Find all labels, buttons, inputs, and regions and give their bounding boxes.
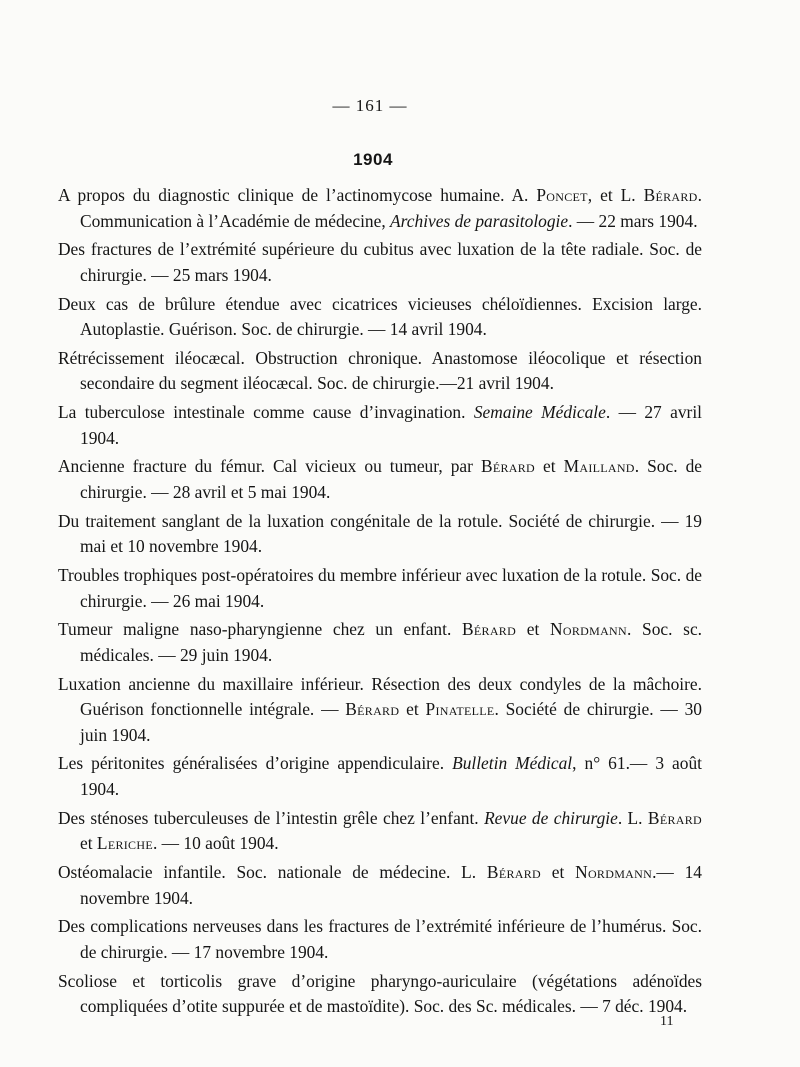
bibliography-entry xyxy=(58,454,702,505)
entry-text: et xyxy=(516,619,551,640)
bibliography-entry xyxy=(58,346,702,397)
entry-text: Deux cas de brûlure étendue avec cicatrices vicieuses chéloïdiennes. Excision large. Autoplastie. Guérison. Soc. de chirurgie. — 14 avril 1904. xyxy=(58,293,702,340)
journal-title: Semaine Médicale xyxy=(473,402,606,423)
author-name: Bérard xyxy=(480,456,536,477)
journal-title: Revue de chirurgie xyxy=(484,807,618,828)
entry-text: . — 27 avril 1904. xyxy=(80,402,702,448)
entry-text: Luxation ancienne du maxillaire inférieur. Résection des deux condyles de la mâchoire. Guérison fonctionnelle intégrale. — xyxy=(58,673,702,720)
entry-text: . L. xyxy=(617,807,648,828)
entry-text: et xyxy=(541,861,576,882)
author-name: Bérard xyxy=(345,699,400,720)
author-name: Leriche xyxy=(96,833,153,854)
bibliography-list xyxy=(58,183,702,1023)
entry-text: , n° 61.— 3 août 1904. xyxy=(80,753,703,799)
bibliography-entry xyxy=(58,860,702,911)
entry-text: . Communication à l’Académie de médecine, xyxy=(80,185,702,231)
author-name: Nordmann xyxy=(550,619,627,640)
entry-text: et xyxy=(535,456,564,477)
author-name: Bérard xyxy=(647,807,702,828)
bibliography-entry xyxy=(58,672,702,749)
bibliography-entry xyxy=(58,400,702,451)
bibliography-entry xyxy=(58,914,702,965)
entry-text: . — 10 août 1904. xyxy=(152,833,279,854)
entry-text: Des fractures de l’extrémité supérieure du cubitus avec luxation de la tête radiale. Soc. de chirurgie. — 25 mars 1904. xyxy=(58,239,702,285)
bibliography-entry xyxy=(58,617,702,668)
entry-text: Des sténoses tuberculeuses de l’intestin grêle chez l’enfant. xyxy=(58,807,485,828)
entry-text: Ostéomalacie infantile. Soc. nationale de médecine. L. xyxy=(58,861,487,882)
entry-text: et xyxy=(80,833,97,854)
entry-text: . Soc. sc. médicales. — 29 juin 1904. xyxy=(80,619,703,665)
page-number: — 161 — xyxy=(332,96,408,115)
entry-text: A propos du diagnostic clinique de l’actinomycose humaine. A. xyxy=(58,185,537,205)
entry-text: . Soc. de chirurgie. — 28 avril et 5 mai 1904. xyxy=(80,456,702,502)
entry-text: La tuberculose intestinale comme cause d’invagination. xyxy=(58,402,474,423)
bibliography-entry xyxy=(58,969,702,1020)
bibliography-entry xyxy=(58,237,702,288)
entry-text: Rétrécissement iléocæcal. Obstruction chronique. Anastomose iléocolique et résection secondaire du segment iléocæcal. Soc. de chirurgie.—21 avril 1904. xyxy=(58,347,702,394)
entry-text: . Société de chirurgie. — 30 juin 1904. xyxy=(80,699,702,745)
author-name: Bérard xyxy=(643,185,698,205)
entry-text: Tumeur maligne naso-pharyngienne chez un enfant. xyxy=(58,619,462,640)
journal-title: Archives de parasitologie xyxy=(390,210,569,231)
entry-text: Troubles trophiques post-opératoires du membre inférieur avec luxation de la rotule. Soc. de chirurgie. — 26 mai 1904. xyxy=(58,564,702,611)
author-name: Nordmann xyxy=(575,861,653,882)
entry-text: Du traitement sanglant de la luxation congénitale de la rotule. Société de chirurgie. — 19 mai et 10 novembre 1904. xyxy=(58,510,702,557)
bibliography-entry xyxy=(58,292,702,343)
author-name: Poncet xyxy=(536,185,588,205)
entry-text: . — 22 mars 1904. xyxy=(568,210,698,231)
signature-mark: 11 xyxy=(660,1014,674,1029)
author-name: Bérard xyxy=(486,861,541,882)
bibliography-entry xyxy=(58,563,702,614)
entry-text: et xyxy=(399,699,426,720)
author-name: Bérard xyxy=(462,619,517,640)
bibliography-entry xyxy=(58,751,702,802)
author-name: Pinatelle xyxy=(425,699,495,720)
entry-text: Scoliose et torticolis grave d’origine pharyngo-auriculaire (végétations adénoïdes compliquées d’otite suppurée et de mastoïdite). Soc. des Sc. médicales. — 7 déc. 1904. xyxy=(58,970,702,1017)
entry-text: Ancienne fracture du fémur. Cal vicieux ou tumeur, par xyxy=(58,456,481,477)
bibliography-entry xyxy=(58,509,702,560)
section-year-heading: 1904 xyxy=(353,150,393,169)
bibliography-entry xyxy=(58,806,702,857)
journal-title: Bulletin Médical xyxy=(452,753,573,774)
entry-text: .— 14 novembre 1904. xyxy=(80,861,702,908)
author-name: Mailland xyxy=(563,456,635,477)
bibliography-entry xyxy=(58,183,702,234)
entry-text: , et L. xyxy=(587,185,644,205)
entry-text: Des complications nerveuses dans les fractures de l’extrémité inférieure de l’humérus. Soc. de chirurgie. — 17 novembre 1904. xyxy=(58,916,702,962)
entry-text: Les péritonites généralisées d’origine appendiculaire. xyxy=(58,753,453,774)
